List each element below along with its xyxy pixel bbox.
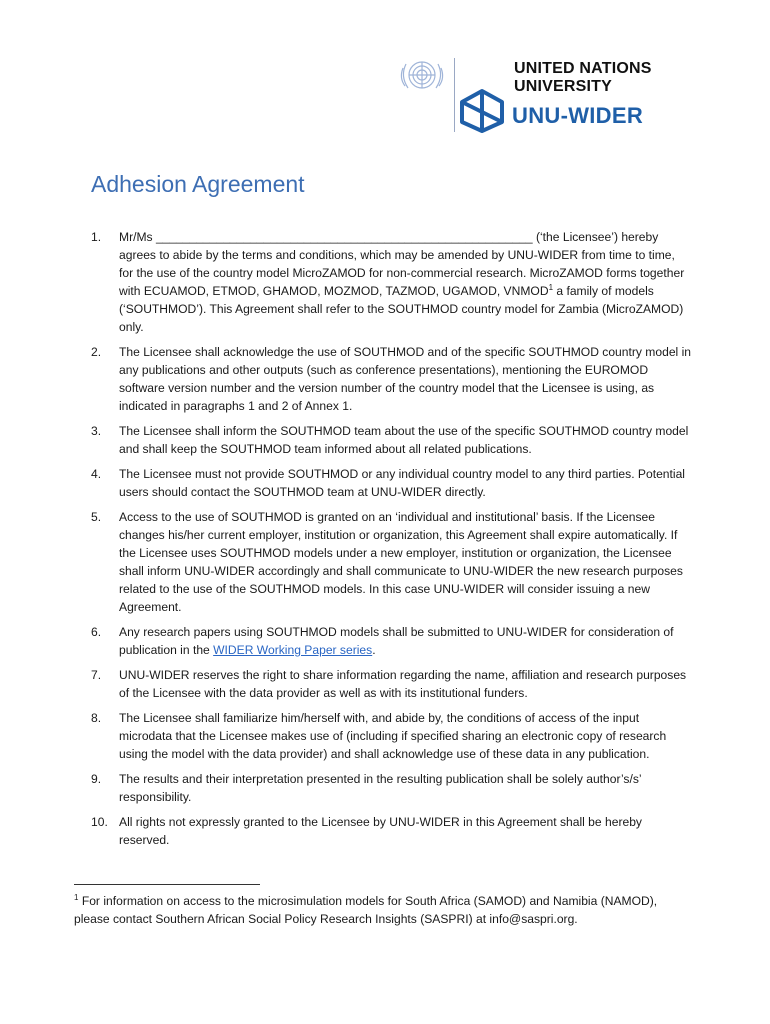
clause-text: Access to the use of SOUTHMOD is granted on an ‘individual and institutional’ basis. If the Licensee changes his/her current employer, institution or organization, this Agreement shall expire automatically. If the Licensee uses SOUTHMOD models under a new employer, institution or organization, the Licensee shall inform UNU-WIDER accordingly and shall communicate to UNU-WIDER the new research purposes related to the use of the SOUTHMOD models. In this case UNU-WIDER will consider issuing a new Agreement. (119, 510, 683, 614)
footnote-text: For information on access to the microsimulation models for South Africa (SAMOD) and Namibia (NAMOD), please contact Southern African Social Policy Research Insights (SASPRI) at info@saspri.org. (74, 894, 658, 926)
clause-9 (91, 770, 691, 806)
clause-number: 10. (91, 815, 108, 829)
footnote (74, 892, 684, 928)
clause-6 (91, 623, 691, 659)
clause-5 (91, 508, 691, 616)
clause-number: 9. (91, 772, 102, 786)
logo-text-unu-wider: UNU-WIDER (512, 103, 644, 128)
clause-text: All rights not expressly granted to the Licensee by UNU-WIDER in this Agreement shall be hereby reserved. (119, 815, 642, 847)
clause-8 (91, 709, 691, 763)
un-emblem-icon (396, 56, 448, 96)
clause-number: 8. (91, 711, 102, 725)
clause-text: Any research papers using SOUTHMOD models shall be submitted to UNU-WIDER for consideration of publication in the (119, 625, 674, 657)
clause-2 (91, 343, 691, 415)
clause-text: Mr/Ms ________________________________________________________ (‘the Licensee’) hereby agrees to abide by the terms and conditions, which may be amended by UNU-WIDER from time to time, for the use of the country model MicroZAMOD for non-commercial research. MicroZAMOD forms together with ECUAMOD, ETMOD, GHAMOD, MOZMOD, TAZMOD, UGAMOD, VNMOD (119, 230, 685, 298)
clause-text: UNU-WIDER reserves the right to share information regarding the name, affiliation and research purposes of the Licensee with the data provider as well as with its institutional funders. (119, 668, 687, 700)
unu-wider-mark-icon (458, 88, 506, 134)
logo-text-university: UNIVERSITY (514, 78, 613, 95)
agreement-clauses (91, 228, 691, 856)
footnote-divider (74, 884, 260, 885)
clause-text: The Licensee shall acknowledge the use of SOUTHMOD and of the specific SOUTHMOD country model in any publications and other outputs (such as conference presentations), mentioning the EUROMOD software version number and the version number of the country model that the Licensee is using, as indicated in paragraphs 1 and 2 of Annex 1. (119, 345, 692, 413)
clause-number: 7. (91, 668, 102, 682)
clause-text: The results and their interpretation presented in the resulting publication shall be solely author’s/s’ responsibility. (119, 772, 642, 804)
clause-text: The Licensee must not provide SOUTHMOD or any individual country model to any third parties. Potential users should contact the SOUTHMOD team at UNU-WIDER directly. (119, 467, 685, 499)
clause-number: 2. (91, 345, 102, 359)
clause-3 (91, 422, 691, 458)
clause-text: The Licensee shall familiarize him/herself with, and abide by, the conditions of access of the input microdata that the Licensee makes use of (including if specified sharing an electronic copy of research using the model with the data provider) and shall acknowledge use of these data in any publication. (119, 711, 667, 761)
wider-working-paper-link[interactable]: WIDER Working Paper series (213, 643, 373, 657)
logo-divider (454, 58, 455, 132)
page-title: Adhesion Agreement (91, 171, 305, 197)
clause-text-continued: a family of models (‘SOUTHMOD’). This Agreement shall refer to the SOUTHMOD country model for Zambia (MicroZAMOD) only. (119, 284, 684, 334)
logo-text-united-nations: UNITED NATIONS (514, 60, 652, 77)
clause-number: 3. (91, 424, 102, 438)
clause-7 (91, 666, 691, 702)
unu-wider-logo (396, 54, 676, 134)
footnote-ref[interactable]: 1 (548, 282, 554, 292)
clause-number: 1. (91, 230, 102, 244)
clause-text: The Licensee shall inform the SOUTHMOD team about the use of the specific SOUTHMOD country model and shall keep the SOUTHMOD team informed about all related publications. (119, 424, 689, 456)
clause-10 (91, 813, 691, 849)
clause-number: 4. (91, 467, 102, 481)
clause-text-continued: . (372, 643, 376, 657)
clause-1 (91, 228, 691, 336)
clause-4 (91, 465, 691, 501)
clause-number: 6. (91, 625, 102, 639)
clause-number: 5. (91, 510, 102, 524)
footnote-marker: 1 (74, 892, 79, 902)
